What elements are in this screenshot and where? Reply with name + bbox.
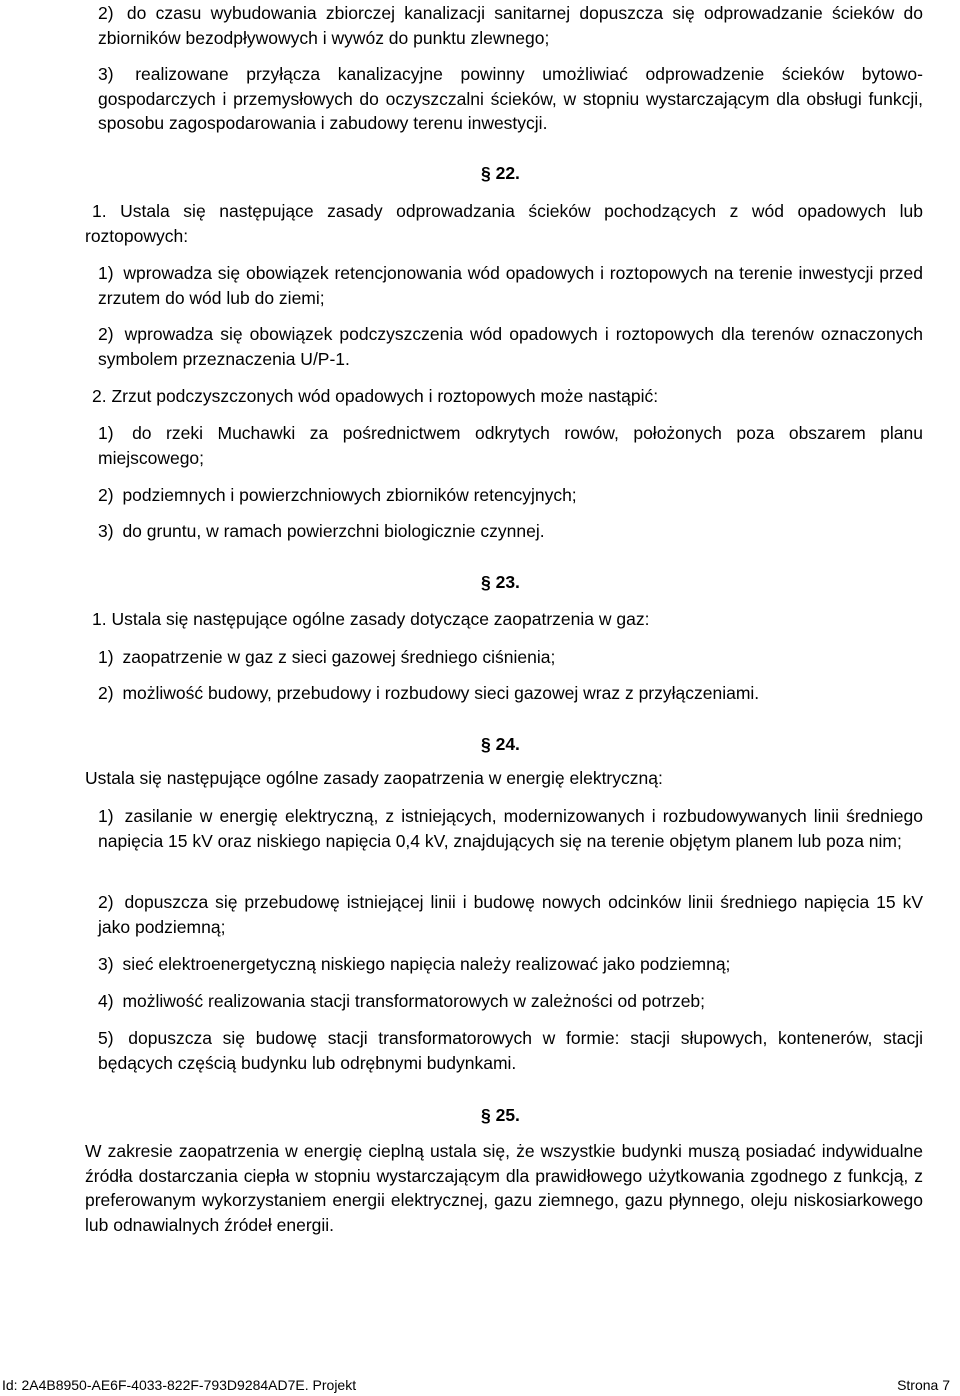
footer-document-id: Id: 2A4B8950-AE6F-4033-822F-793D9284AD7E. Projekt (2, 1377, 357, 1393)
item-text: zasilanie w energię elektryczną, z istniejących, modernizowanych i rozbudowywanych linii średniego napięcia 15 kV oraz niskiego napięcia 0,4 kV, znajdujących się na terenie objętym planem lub poza nim; (98, 806, 923, 851)
item-number: 3) (98, 64, 114, 84)
paragraph-22-1 (85, 199, 923, 248)
section-heading-23: § 23. (481, 572, 520, 592)
item-number: 1) (98, 647, 114, 667)
list-item (98, 989, 923, 1014)
list-item (98, 681, 923, 706)
item-number: 1) (98, 806, 114, 826)
paragraph-number: 1. (92, 609, 107, 629)
item-number: 3) (98, 954, 114, 974)
paragraph-text: Ustala się następujące ogólne zasady dotyczące zaopatrzenia w gaz: (111, 609, 650, 629)
item-text: dopuszcza się budowę stacji transformatorowych w formie: stacji słupowych, kontenerów, stacji będących częścią budynku lub odrębnymi budynkami. (98, 1028, 923, 1073)
section-24-intro: Ustala się następujące ogólne zasady zaopatrzenia w energię elektryczną: (85, 768, 663, 788)
item-number: 2) (98, 3, 114, 23)
list-item (98, 952, 923, 977)
item-number: 1) (98, 423, 114, 443)
item-text: do czasu wybudowania zbiorczej kanalizacji sanitarnej dopuszcza się odprowadzanie ścieków do zbiorników bezodpływowych i wywóz do punktu zlewnego; (98, 3, 923, 48)
item-number: 2) (98, 892, 114, 912)
paragraph-number: 2. (92, 386, 107, 406)
list-item (98, 322, 923, 371)
section-heading-25: § 25. (481, 1105, 520, 1125)
paragraph-text: Ustala się następujące zasady odprowadzania ścieków pochodzących z wód opadowych lub roztopowych: (85, 201, 923, 246)
list-item (98, 1026, 923, 1075)
paragraph-number: 1. (92, 201, 107, 221)
item-text: wprowadza się obowiązek retencjonowania wód opadowych i roztopowych na terenie inwestycji przed zrzutem do wód lub do ziemi; (98, 263, 923, 308)
list-item (98, 890, 923, 939)
item-text: wprowadza się obowiązek podczyszczenia wód opadowych i roztopowych dla terenów oznaczonych symbolem przeznaczenia U/P-1. (98, 324, 923, 369)
item-number: 2) (98, 485, 114, 505)
item-number: 5) (98, 1028, 114, 1048)
paragraph-text: Zrzut podczyszczonych wód opadowych i roztopowych może nastąpić: (111, 386, 659, 406)
list-item (98, 1, 923, 50)
item-number: 4) (98, 991, 114, 1011)
list-item (98, 62, 923, 136)
section-25-text: W zakresie zaopatrzenia w energię cieplną ustala się, że wszystkie budynki muszą posiadać indywidualne źródła dostarczania ciepła w stopniu wystarczającym dla prawidłowego użytkowania zgodnego z funkcją, z preferowanym wykorzystaniem energii elektrycznej, gazu ziemnego, gazu płynnego, oleju niskosiarkowego lub odnawialnych źródeł energii. (85, 1141, 923, 1235)
section-heading-24: § 24. (481, 734, 520, 754)
item-text: sieć elektroenergetyczną niskiego napięcia należy realizować jako podziemną; (122, 954, 731, 974)
list-item (98, 519, 923, 544)
item-text: zaopatrzenie w gaz z sieci gazowej średniego ciśnienia; (122, 647, 556, 667)
paragraph-23-1 (85, 607, 923, 632)
item-text: dopuszcza się przebudowę istniejącej linii i budowę nowych odcinków linii średniego napięcia 15 kV jako podziemną; (98, 892, 923, 937)
item-text: realizowane przyłącza kanalizacyjne powinny umożliwiać odprowadzenie ścieków bytowo-gospodarczych i przemysłowych do oczyszczalni ścieków, w stopniu wystarczającym dla obsługi funkcji, sposobu zagospodarowania i zabudowy terenu inwestycji. (98, 64, 923, 133)
item-number: 1) (98, 263, 114, 283)
item-number: 2) (98, 324, 114, 344)
list-item (98, 645, 923, 670)
footer-page-number: Strona 7 (897, 1377, 950, 1393)
list-item (98, 804, 923, 853)
list-item (98, 261, 923, 310)
section-heading-22: § 22. (481, 163, 520, 183)
paragraph-22-2 (85, 384, 923, 409)
item-text: do rzeki Muchawki za pośrednictwem odkrytych rowów, położonych poza obszarem planu miejscowego; (98, 423, 923, 468)
list-item (98, 421, 923, 470)
item-text: możliwość realizowania stacji transformatorowych w zależności od potrzeb; (122, 991, 706, 1011)
item-text: do gruntu, w ramach powierzchni biologicznie czynnej. (122, 521, 545, 541)
item-text: podziemnych i powierzchniowych zbiorników retencyjnych; (122, 485, 577, 505)
item-number: 2) (98, 683, 114, 703)
item-text: możliwość budowy, przebudowy i rozbudowy sieci gazowej wraz z przyłączeniami. (122, 683, 760, 703)
item-number: 3) (98, 521, 114, 541)
list-item (98, 483, 923, 508)
